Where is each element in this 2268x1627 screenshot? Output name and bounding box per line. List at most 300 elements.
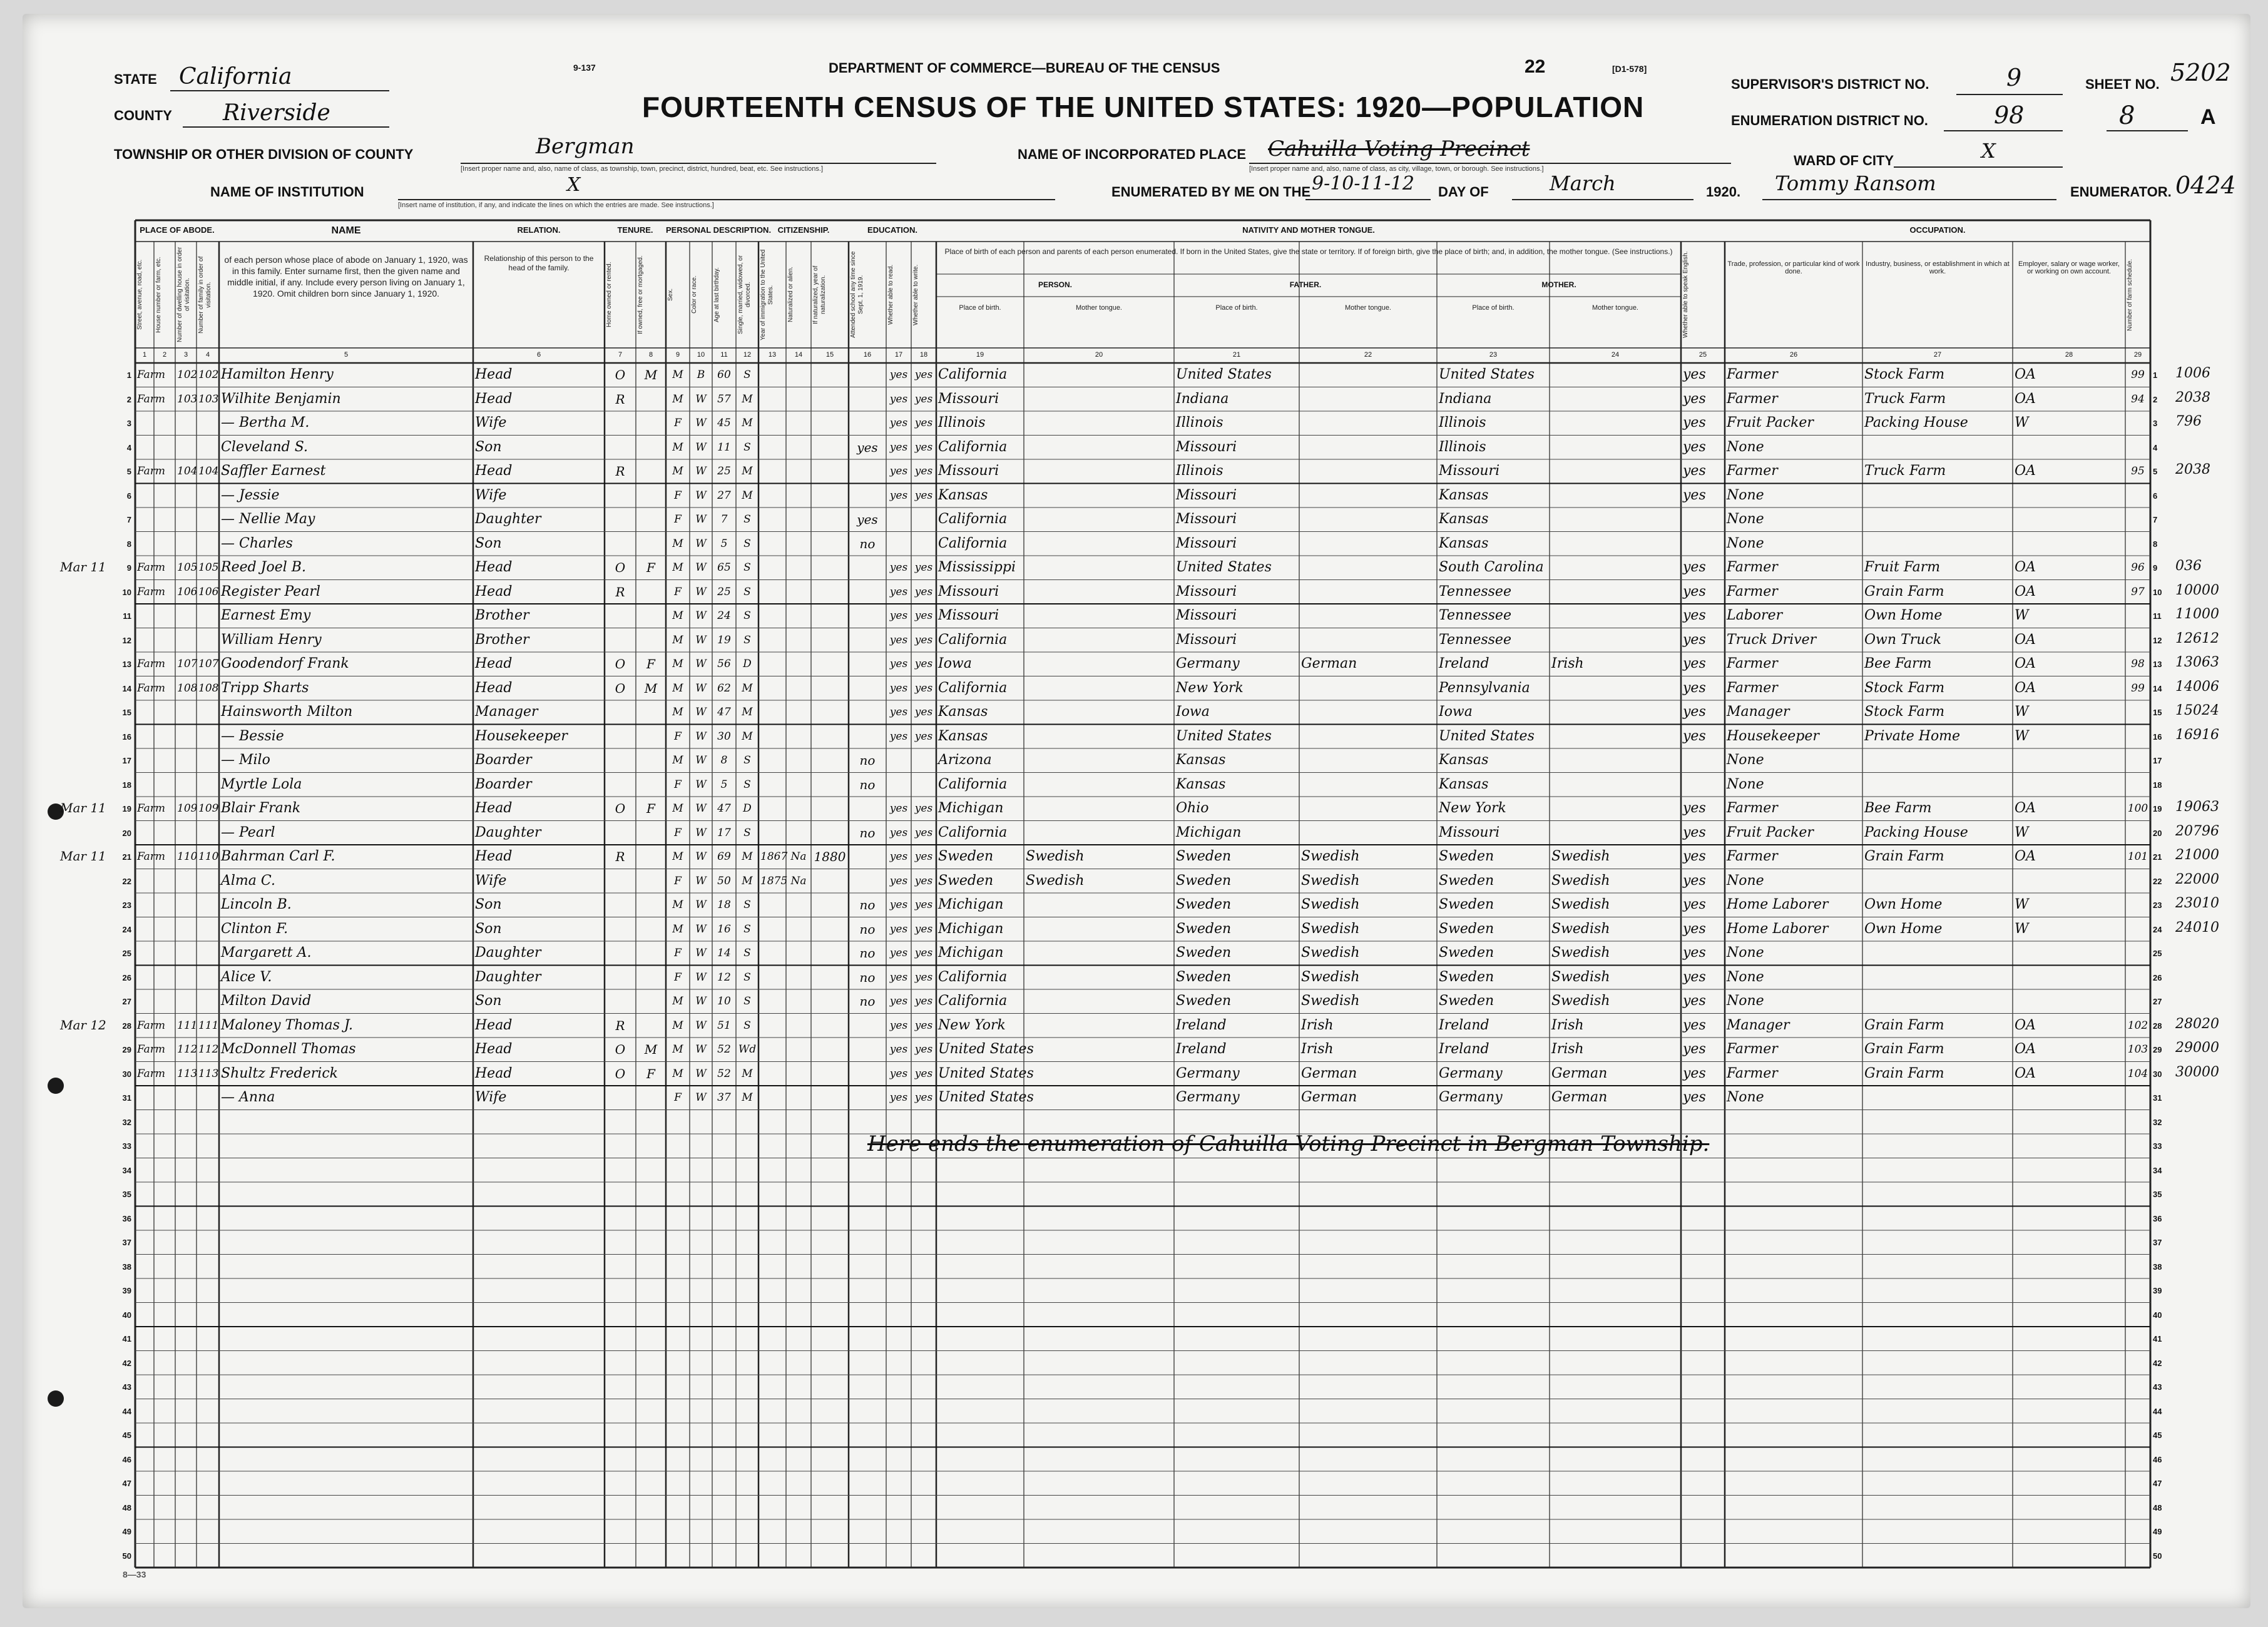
age-cell: 47 [717,802,731,815]
tenure-cell: R [615,391,625,407]
school-cell [850,387,884,412]
column-subheader: Color or race. [691,275,698,314]
race-cell: W [695,537,707,550]
naturalized-cell [788,1086,809,1110]
mother-mother-tongue-cell: Swedish [1551,897,1610,912]
sex-cell: M [672,633,683,646]
place-underline [1249,163,1731,164]
mother-tongue-cell [1026,459,1172,484]
sex-cell: F [674,513,682,526]
employer-cell: W [2015,921,2029,937]
relation-cell: Wife [475,872,507,889]
mortgage-cell [638,966,664,990]
school-cell: no [859,753,876,768]
birthplace-cell: California [938,776,1008,792]
day-of-label: DAY OF [1438,184,1489,200]
naturalization-year-cell [813,411,847,436]
line-number: 28 [122,1021,131,1031]
column-number: 17 [894,351,903,359]
mother-tongue-cell [1026,893,1172,917]
english-cell [1683,773,1723,797]
industry-cell [1864,966,2011,990]
father-tongue-cell: Swedish [1301,993,1360,1009]
line-number: 33 [122,1141,131,1151]
age-cell: 27 [717,489,731,502]
right-margin-number: 796 [2175,414,2202,429]
english-cell: yes [1683,897,1706,912]
school-cell: no [859,946,876,961]
farm-schedule-cell: 95 [2131,465,2145,477]
mother-tongue-cell [1026,411,1172,436]
column-subheader: Mother tongue. [1076,304,1122,312]
mother-birthplace-cell: Illinois [1439,415,1486,431]
line-number: 48 [122,1502,131,1512]
school-cell [850,628,884,653]
occupation-cell: None [1727,945,1764,961]
line-number: 44 [122,1406,131,1416]
mother-tongue-cell [1026,532,1172,556]
name-cell: Blair Frank [221,800,301,816]
farm-schedule-cell [2127,773,2148,797]
industry-cell [1864,748,2011,773]
mother-tongue-cell [1026,1062,1172,1086]
mother-mother-tongue-cell: Swedish [1551,993,1610,1009]
read-cell: yes [889,369,908,381]
read-cell: yes [889,802,908,815]
age-cell: 12 [717,971,731,984]
immigration-cell [760,917,784,942]
mother-mother-tongue-cell [1551,580,1679,604]
column-number: 5 [344,351,349,359]
father-tongue-cell: Irish [1301,1017,1334,1033]
column-number: 12 [743,351,752,359]
column-subheader: Age at last birthday. [713,267,720,322]
write-cell: yes [914,730,933,743]
naturalized-cell [788,748,809,773]
tenure-cell [606,725,634,749]
naturalization-year-cell [813,989,847,1014]
tenure-cell [606,436,634,460]
naturalized-cell [788,917,809,942]
column-number: 4 [205,351,210,359]
mother-mother-tongue-cell [1551,507,1679,532]
naturalized-cell [788,459,809,484]
tenure-cell: O [615,367,626,382]
mortgage-cell [638,507,664,532]
sex-cell: M [672,850,683,863]
race-cell: W [695,585,707,598]
immigration-cell [760,507,784,532]
race-cell: W [695,1043,707,1056]
naturalization-year-cell [813,797,847,821]
english-cell: yes [1683,656,1706,671]
read-cell: yes [889,1043,908,1056]
tenure-cell: O [615,1042,626,1057]
industry-cell [1864,507,2011,532]
sex-cell: F [674,1091,682,1104]
farm-schedule-cell [2127,1086,2148,1110]
column-subheader: Whether able to write. [912,264,919,325]
employer-cell [2015,941,2123,966]
line-number: 5 [126,467,131,476]
employer-cell [2015,748,2123,773]
column-number: 6 [536,351,541,359]
column-group-header: NAME [331,225,361,236]
occupation-cell: None [1727,752,1764,768]
street-cell: Farm [137,802,166,815]
mother-tongue-cell [1026,748,1172,773]
county-label: COUNTY [114,108,172,123]
mother-birthplace-cell: Kansas [1439,487,1489,503]
marital-cell: S [743,971,751,984]
father-tongue-cell [1301,725,1435,749]
english-cell: yes [1683,487,1706,503]
tenure-cell [606,966,634,990]
name-cell: Cleveland S. [221,439,309,455]
school-cell [850,1086,884,1110]
occupation-cell: Laborer [1727,608,1783,623]
family-cell: 105 [198,561,219,574]
tenure-cell: O [615,801,626,816]
relation-cell: Head [475,463,513,479]
column-subheader: Mother tongue. [1345,304,1391,312]
marital-cell: S [743,778,751,791]
naturalized-cell [788,676,809,701]
column-subheader: Place of birth. [959,304,1001,312]
occupation-cell: None [1727,487,1764,503]
tenure-cell [606,893,634,917]
naturalization-year-cell [813,459,847,484]
employer-cell: OA [2015,1065,2036,1081]
marital-cell: S [743,513,751,526]
marital-cell: S [743,1019,751,1032]
employer-cell [2015,1086,2123,1110]
mother-mother-tongue-cell [1551,628,1679,653]
father-tongue-cell: Swedish [1301,945,1360,961]
read-cell: yes [889,971,908,984]
father-birthplace-cell: United States [1176,559,1272,575]
age-cell: 17 [717,826,731,839]
farm-schedule-cell: 102 [2127,1019,2148,1032]
naturalized-cell [788,725,809,749]
mother-mother-tongue-cell: Swedish [1551,849,1610,864]
write-cell: yes [914,947,933,959]
column-number: 18 [919,351,928,359]
employer-cell: OA [2015,559,2036,575]
naturalized-cell [788,797,809,821]
right-margin-number: 23010 [2175,895,2219,911]
occupation-cell: None [1727,439,1764,455]
line-number: 43 [2153,1382,2162,1392]
naturalization-year-cell [813,484,847,508]
mother-tongue-cell [1026,989,1172,1014]
census-title: FOURTEENTH CENSUS OF THE UNITED STATES: 1920—POPULATION [642,91,1645,123]
naturalization-year-cell [813,556,847,580]
race-cell: W [695,417,707,429]
birthplace-cell: Sweden [938,849,994,864]
family-cell [198,941,217,966]
occupation-cell: None [1727,511,1764,527]
birthplace-cell: United States [938,1089,1034,1105]
dwelling-cell: 113 [177,1067,198,1080]
tenure-cell [606,748,634,773]
read-cell: yes [889,874,908,887]
sex-cell: M [672,995,683,1007]
mortgage-cell [638,869,664,894]
sex-cell: M [672,1019,683,1032]
birthplace-cell: Missouri [938,390,999,407]
father-birthplace-cell: Illinois [1176,415,1223,431]
father-tongue-cell: Swedish [1301,921,1360,937]
mortgage-cell [638,436,664,460]
relation-cell: Brother [475,608,529,623]
margin-date-note: Mar 11 [60,800,106,815]
mother-tongue-cell [1026,966,1172,990]
mother-mother-tongue-cell [1551,556,1679,580]
father-tongue-cell [1301,580,1435,604]
family-cell [198,869,217,894]
relation-cell: Boarder [475,776,532,792]
dwelling-cell [177,893,195,917]
mother-birthplace-cell: Kansas [1439,752,1489,768]
marital-cell: M [742,1091,753,1104]
employer-cell [2015,989,2123,1014]
mother-mother-tongue-cell [1551,748,1679,773]
name-cell: — Bessie [221,728,284,744]
right-margin-number: 11000 [2175,606,2219,622]
sex-cell: F [674,730,682,743]
mother-tongue-cell [1026,917,1172,942]
age-cell: 11 [717,441,731,454]
mother-birthplace-cell: Pennsylvania [1439,680,1530,696]
naturalization-year-cell [813,773,847,797]
sex-cell: M [672,609,683,622]
immigration-cell [760,484,784,508]
father-birthplace-cell: New York [1176,680,1244,696]
write-cell: yes [914,585,933,598]
father-tongue-cell: German [1301,1065,1357,1081]
farm-schedule-cell [2127,700,2148,725]
employer-cell [2015,484,2123,508]
mother-birthplace-cell: Ireland [1439,1041,1489,1057]
age-cell: 24 [717,609,731,622]
occupation-cell: Truck Driver [1727,631,1817,648]
english-cell: yes [1683,704,1706,720]
father-tongue-cell [1301,484,1435,508]
form-code: [D1-578] [1612,64,1647,74]
family-cell [198,700,217,725]
read-cell: yes [889,1091,908,1104]
immigration-cell [760,773,784,797]
race-cell: W [695,392,707,405]
line-number: 3 [126,419,131,428]
english-cell: yes [1683,921,1706,937]
family-cell [198,604,217,628]
family-cell [198,748,217,773]
industry-cell: Own Home [1864,897,1943,912]
mortgage-cell [638,989,664,1014]
occupation-cell: Home Laborer [1727,921,1829,937]
father-tongue-cell: German [1301,656,1357,671]
marital-cell: M [742,874,753,887]
birthplace-cell: California [938,993,1008,1009]
line-number: 9 [126,563,131,573]
mother-tongue-cell [1026,436,1172,460]
column-subheader: Number of family in order of visitation. [198,256,212,334]
tenure-cell [606,507,634,532]
father-birthplace-cell: Sweden [1176,849,1232,864]
birthplace-cell: Sweden [938,872,994,889]
line-number: 14 [122,683,131,693]
name-cell: Maloney Thomas J. [221,1017,353,1033]
dwelling-cell [177,773,195,797]
immigration-cell [760,604,784,628]
township-note: [Insert proper name and, also, name of class, as township, town, precinct, district, hundred, beat, etc. See instructions.] [461,165,824,173]
father-tongue-cell [1301,507,1435,532]
father-tongue-cell [1301,748,1435,773]
immigration-cell [760,1062,784,1086]
line-number: 43 [122,1382,131,1392]
mother-birthplace-cell: Iowa [1439,704,1473,720]
ward-label: WARD OF CITY [1794,153,1894,168]
state-label: STATE [114,71,157,87]
race-cell: W [695,706,707,718]
naturalized-cell: Na [790,874,807,887]
line-number: 34 [122,1165,131,1175]
write-cell [913,532,934,556]
industry-cell [1864,532,2011,556]
industry-cell: Grain Farm [1864,849,1944,864]
column-number: 9 [675,351,680,359]
line-number: 23 [2153,900,2162,910]
line-number: 2 [126,394,131,404]
sheet-label: SHEET NO. [2085,76,2160,92]
english-cell: yes [1683,993,1706,1009]
mortgage-cell [638,773,664,797]
dwelling-cell [177,436,195,460]
right-margin-number: 2038 [2175,462,2210,477]
read-cell: yes [889,489,908,502]
street-cell: Farm [137,658,166,670]
column-group-header: EDUCATION. [867,225,917,235]
line-number: 11 [2153,611,2162,621]
immigration-cell [760,1014,784,1038]
industry-cell: Own Truck [1864,631,1942,648]
father-tongue-cell [1301,556,1435,580]
sex-cell: F [674,778,682,791]
birthplace-cell: California [938,367,1008,382]
line-number: 33 [2153,1141,2162,1151]
line-number: 49 [2153,1527,2162,1536]
father-birthplace-cell: Germany [1176,1089,1240,1105]
mother-birthplace-cell: Sweden [1439,921,1494,937]
industry-cell: Stock Farm [1864,680,1945,696]
mother-birthplace-cell: Ireland [1439,656,1489,671]
write-cell: yes [914,417,933,429]
mother-tongue-cell [1026,821,1172,845]
marital-cell: M [742,465,753,477]
line-number: 10 [2153,587,2162,597]
family-cell [198,725,217,749]
relation-cell: Head [475,583,513,599]
age-cell: 5 [720,537,728,550]
father-tongue-cell: Irish [1301,1041,1334,1057]
sex-cell: M [672,899,683,911]
column-subheader: Year of immigration to the United States. [760,249,774,340]
industry-cell [1864,941,2011,966]
mother-birthplace-cell: New York [1439,800,1506,816]
immigration-cell [760,821,784,845]
naturalization-year-cell [813,628,847,653]
family-cell [198,917,217,942]
margin-date-note: Mar 12 [60,1017,106,1033]
tenure-cell [606,821,634,845]
line-number: 18 [2153,780,2162,790]
line-number: 14 [2153,683,2162,693]
relation-cell: Manager [475,704,538,720]
relation-cell: Son [475,921,502,937]
mother-birthplace-cell: Sweden [1439,945,1494,961]
sex-cell: M [672,922,683,936]
line-number: 21 [122,852,131,862]
immigration-cell [760,725,784,749]
line-number: 15 [2153,708,2162,717]
mother-birthplace-cell: Missouri [1439,824,1500,840]
race-cell: W [695,658,707,670]
mother-birthplace-cell: Ireland [1439,1017,1489,1033]
marital-cell: S [743,995,751,1007]
read-cell: yes [889,947,908,959]
line-number: 31 [122,1093,131,1103]
sheet-letter: A [2200,105,2216,129]
farm-schedule-cell: 96 [2131,561,2145,574]
ed-number: 98 [1994,101,2025,129]
age-cell: 18 [717,899,731,911]
name-cell: Lincoln B. [221,897,292,912]
industry-cell: Fruit Farm [1864,559,1941,575]
relation-cell: Brother [475,631,529,648]
employer-cell [2015,966,2123,990]
farm-schedule-cell [2127,869,2148,894]
sex-cell: F [674,417,682,429]
mortgage-cell: F [646,560,655,575]
school-cell [850,363,884,387]
line-number: 22 [122,876,131,886]
line-number: 30 [122,1069,131,1079]
mother-birthplace-cell: Germany [1439,1089,1503,1105]
line-number: 36 [122,1213,131,1223]
dwelling-cell: 111 [177,1019,198,1032]
name-note: of each person whose place of abode on January 1, 1920, was in this family. Enter surname first, then the given name and middle initial, if any. Include every person living on January 1, 1920. Omit children born since January 1, 1920. [224,255,468,298]
sex-cell: M [672,681,683,695]
birthplace-cell: California [938,511,1008,527]
immigration-cell [760,941,784,966]
sex-cell: M [672,658,683,670]
english-cell: yes [1683,367,1706,382]
age-cell: 50 [717,874,731,887]
line-number: 29 [2153,1045,2162,1054]
line-number: 26 [122,972,131,982]
race-cell: W [695,489,707,502]
name-cell: — Jessie [221,487,280,503]
race-cell: W [695,754,707,767]
footer-code: 8—33 [123,1569,146,1579]
english-cell: yes [1683,872,1706,889]
birthplace-cell: Missouri [938,608,999,623]
family-cell [198,966,217,990]
line-number: 20 [122,828,131,838]
immigration-cell: 1867 [760,850,788,863]
